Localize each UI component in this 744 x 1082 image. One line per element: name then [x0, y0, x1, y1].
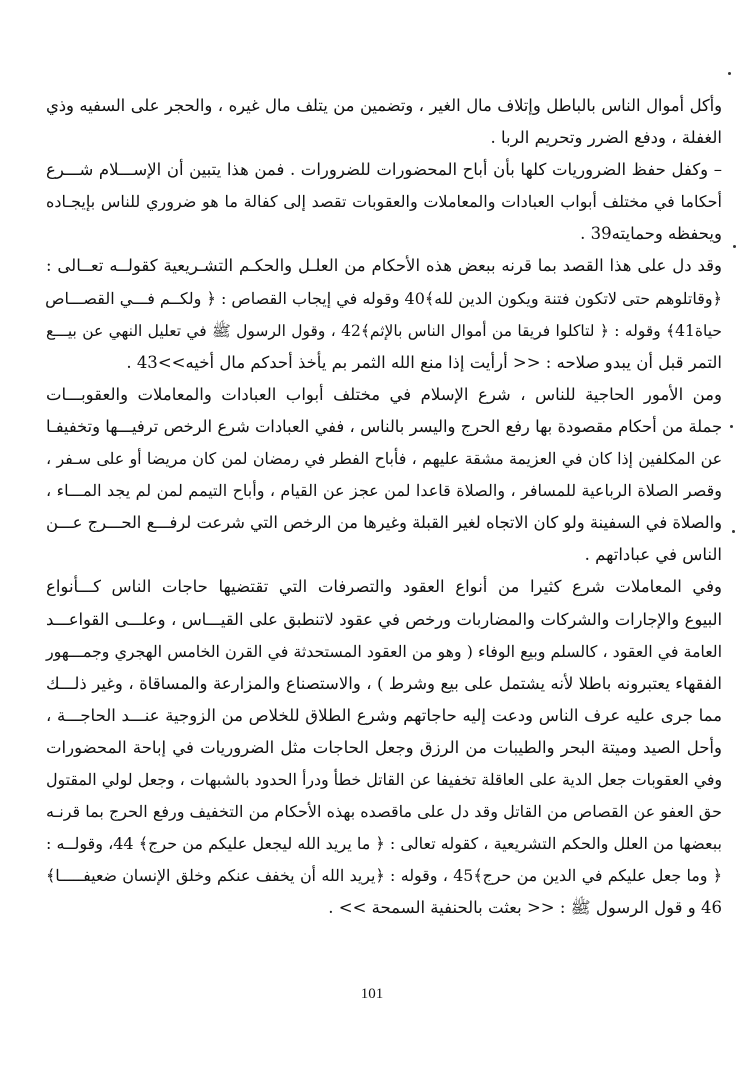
text-line-8: حياة41﴾ وقوله : ﴿ لتاكلوا فريقا من أموال الناس بالإثم﴾42 ، وقول الرسول ﷺ في تعليل النهي عن بيـــع: [46, 321, 722, 340]
text-line-26: 46 و قول الرسول ﷺ : << بعثت بالحنفية السمحة >> .: [328, 898, 722, 918]
text-line-13: وقصر الصلاة الرباعية للمسافر ، والصلاة قاعدا لمن عجز عن القيام ، وأباح التيمم لمن لم يجد المـــاء ،: [46, 481, 722, 501]
text-line-15: الناس في عباداتهم .: [584, 545, 722, 565]
scan-speck: [733, 245, 736, 248]
text-line-10: ومن الأمور الحاجية للناس ، شرع الإسلام في مختلف أبواب العبادات والمعاملات والعقوبـــات: [46, 384, 722, 404]
text-line-6: وقد دل على هذا القصد بما قرنه ببعض هذه الأحكام من العلـل والحكـم التشـريعية كقولــه تعــالى :: [46, 256, 722, 276]
text-line-2: الغفلة ، ودفع الضرر وتحريم الربا .: [490, 128, 722, 148]
page-number: 101: [360, 986, 384, 1002]
text-line-20: مما جرى عليه عرف الناس ودعت إليه حاجاتهم وشرع الطلاق للخلاص من الزوجية عنـــد الحاجـــة ،: [46, 705, 722, 725]
scan-speck: [730, 425, 733, 428]
scan-speck: [732, 530, 735, 533]
text-line-18: العامة في العقود ، كالسلم وبيع الوفاء ( وهو من العقود المستحدثة في القرن الخامس الهجري وجمـــهور: [46, 641, 722, 661]
text-line-1: وأكل أموال الناس بالباطل وإتلاف مال الغير ، وتضمين من يتلف مال غيره ، والحجر على السفيه وذي: [46, 96, 722, 115]
text-line-12: عن المكلفين إذا كان في العزيمة مشقة عليهم ، فأباح الفطر في رمضان لمن كان مريضا أو على سـفر ،: [46, 449, 722, 469]
text-line-17: البيوع والإجارات والشركات والمضاربات ورخص في عقود لاتنطبق على القيـــاس ، وعلـــى القواعـــد: [46, 609, 722, 629]
text-line-3: – وكفل حفظ الضروريات كلها بأن أباح المحضورات للضرورات . فمن هذا يتبين أن الإســـلام شـــرع: [46, 160, 722, 180]
text-line-7: ﴿وقاتلوهم حتى لاتكون فتنة ويكون الدين لله﴾40 وقوله في إيجاب القصاص : ﴿ ولكــم فـــي القصـــاص: [45, 288, 722, 308]
document-body: [46, 90, 722, 924]
text-line-25: ﴿ وما جعل عليكم في الدين من حرج﴾45 ، وقوله : ﴿يريد الله أن يخفف عنكم وخلق الإنسان ضعيفـــــا﴾: [46, 866, 723, 886]
text-line-22: وفي العقوبات جعل الدية على العاقلة تخفيفا عن القاتل خطأ ودرأ الحدود بالشبهات ، وجعل لولي المقتول: [46, 769, 722, 789]
text-line-23: حق العفو عن القصاص من القاتل وقد دل على ماقصده بهذه الأحكام من التخفيف ورفع الحرج بما قرنـه: [46, 802, 722, 822]
text-line-24: ببعضها من العلل والحكم التشريعية ، كقوله تعالى : ﴿ ما يريد الله ليجعل عليكم من حرج﴾ 44، وقولــه :: [46, 834, 723, 854]
scan-speck: [728, 72, 731, 75]
text-line-19: الفقهاء يعتبرونه باطلا لأنه يشتمل على بيع وشرط ) ، والاستصناع والمزارعة والمساقاة ، وغير ذلـــك: [46, 673, 722, 693]
text-line-14: والصلاة في السفينة ولو كان الاتجاه لغير القبلة وغيرها من الرخص التي شرعت لرفـــع الحـــرج عـــن: [46, 513, 722, 533]
text-line-5: ويحفظه وحمايته39 .: [580, 224, 722, 244]
text-line-4: أحكاما في مختلف أبواب العبادات والمعاملات والعقوبات تقصد إلى كفالة ما هو ضروري للناس بإيجـاده: [46, 192, 722, 212]
text-line-16: وفي المعاملات شرع كثيرا من أنواع العقود والتصرفات التي تقتضيها حاجات الناس كـــأنواع: [46, 577, 722, 597]
text-line-21: وأحل الصيد وميتة البحر والطيبات من الرزق وجعل الحاجات مثل الضروريات في إباحة المحضورات: [46, 737, 722, 757]
text-line-11: جملة من أحكام مقصودة بها رفع الحرج واليسر بالناس ، ففي العبادات شرع الرخص ترفيـــها وتخفيفـا: [46, 416, 722, 436]
text-line-9: التمر قبل أن يبدو صلاحه : << أرأيت إذا منع الله الثمر بم يأخذ أحدكم مال أخيه>>43 .: [126, 352, 722, 372]
